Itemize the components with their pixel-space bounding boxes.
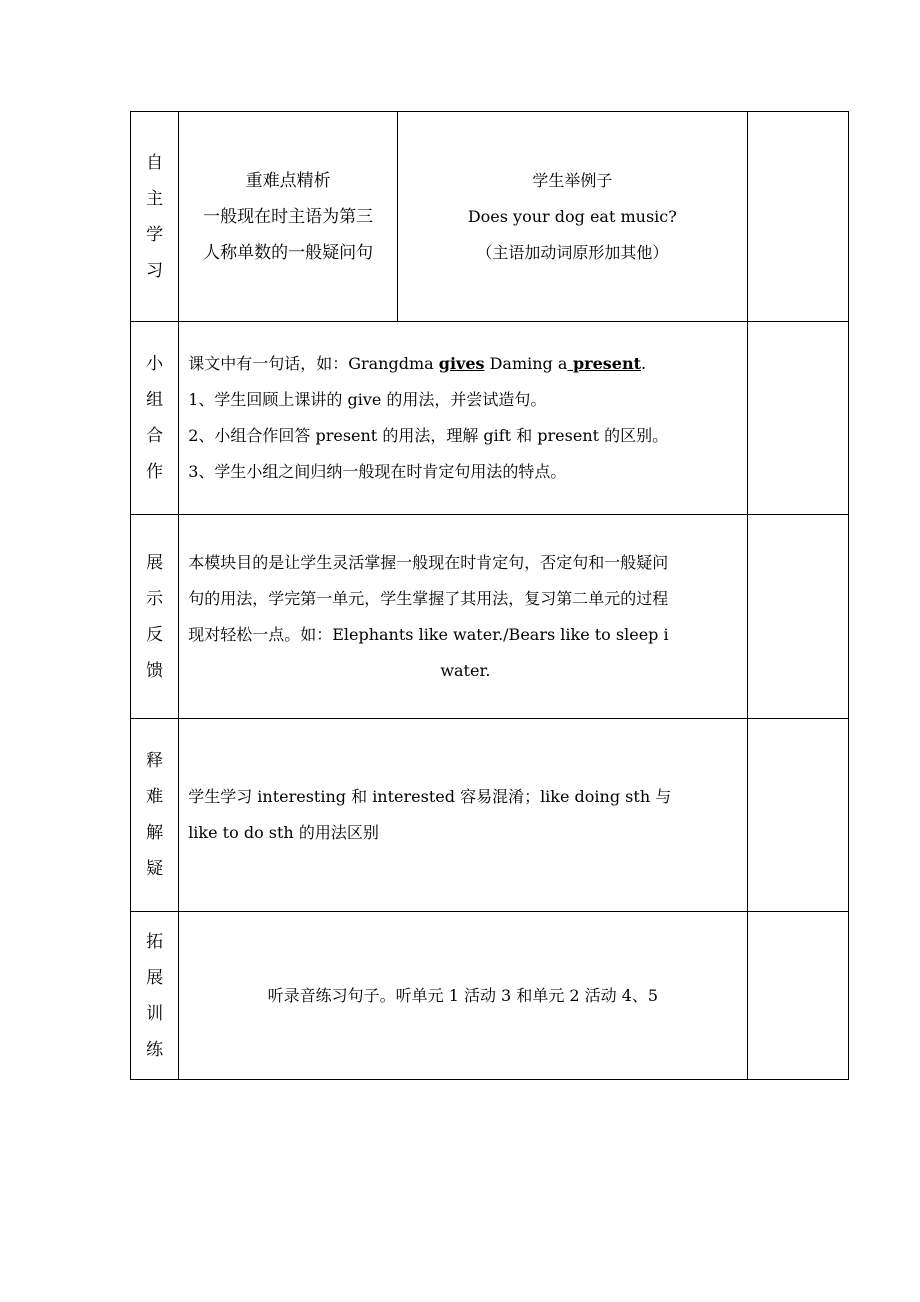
- label-char: 难: [146, 787, 164, 807]
- group-step: 1、学生回顾上课讲的 give 的用法，并尝试造句。: [188, 390, 547, 409]
- label-char: 反: [146, 624, 164, 645]
- label-group-work: [131, 322, 179, 515]
- label-clarify: [131, 719, 179, 912]
- label-char: 主: [146, 188, 164, 209]
- row-clarify: [131, 719, 849, 912]
- empty-cell: [747, 515, 848, 719]
- label-extension: [131, 912, 179, 1080]
- sentence-prefix: 课文中有一句话，如：Grangdma: [188, 354, 439, 373]
- empty-cell: [747, 912, 848, 1080]
- example-note: （主语加动词原形加其他）: [476, 242, 669, 262]
- row-feedback: [131, 515, 849, 719]
- label-char: 示: [146, 588, 164, 609]
- label-char: 练: [146, 1039, 164, 1060]
- label-char: 自: [146, 152, 164, 173]
- label-char: 疑: [146, 859, 164, 879]
- group-work-content: [179, 322, 747, 515]
- group-step: 2、小组合作回答 present 的用法，理解 gift 和 present 的区别。: [188, 426, 669, 445]
- label-char: 习: [146, 260, 164, 281]
- group-step: 3、学生小组之间归纳一般现在时肯定句用法的特点。: [188, 462, 567, 481]
- label-char: 学: [146, 224, 164, 245]
- feedback-line: 句的用法，学完第一单元，学生掌握了其用法，复习第二单元的过程: [188, 588, 669, 608]
- row-extension: [131, 912, 849, 1080]
- label-char: 组: [146, 390, 164, 410]
- sentence-end: .: [641, 354, 647, 373]
- feedback-line: 现对轻松一点。如：Elephants like water./Bears like to sleep i: [188, 624, 669, 644]
- extension-text: 听录音练习句子。听单元 1 活动 3 和单元 2 活动 4、5: [267, 985, 659, 1005]
- student-example-cell: [398, 112, 747, 322]
- label-char: 训: [146, 1003, 164, 1024]
- label-char: 作: [146, 462, 164, 482]
- sentence-mid: Daming a: [484, 354, 568, 373]
- underlined-present: present: [567, 354, 641, 373]
- empty-cell: [747, 719, 848, 912]
- label-self-study: [131, 112, 179, 322]
- clarify-line: like to do sth 的用法区别: [188, 823, 379, 842]
- label-char: 拓: [146, 931, 164, 952]
- key-points-line: 一般现在时主语为第三: [203, 206, 374, 227]
- key-points-cell: [179, 112, 398, 322]
- clarify-content: [179, 719, 747, 912]
- empty-cell: [747, 112, 848, 322]
- key-points-title: 重难点精析: [245, 170, 331, 191]
- feedback-line: 本模块目的是让学生灵活掌握一般现在时肯定句，否定句和一般疑问: [188, 552, 669, 572]
- feedback-line-last: water.: [440, 660, 491, 680]
- label-char: 小: [146, 354, 164, 374]
- example-sentence: Does your dog eat music?: [467, 206, 677, 226]
- label-char: 展: [146, 552, 164, 573]
- feedback-content: [179, 515, 747, 719]
- label-char: 释: [146, 751, 164, 771]
- label-char: 展: [146, 967, 164, 988]
- label-char: 馈: [146, 660, 164, 681]
- label-char: 解: [146, 823, 164, 843]
- extension-content: [179, 912, 747, 1080]
- underlined-gives: gives: [438, 354, 485, 373]
- textbook-sentence: [188, 346, 742, 382]
- lesson-plan-table: [130, 111, 849, 1080]
- row-self-study: [131, 112, 849, 322]
- clarify-line: 学生学习 interesting 和 interested 容易混淆；like doing sth 与: [188, 787, 672, 806]
- label-feedback: [131, 515, 179, 719]
- key-points-line: 人称单数的一般疑问句: [203, 242, 374, 263]
- empty-cell: [747, 322, 848, 515]
- student-example-title: 学生举例子: [532, 170, 613, 190]
- label-char: 合: [146, 426, 164, 446]
- row-group-work: [131, 322, 849, 515]
